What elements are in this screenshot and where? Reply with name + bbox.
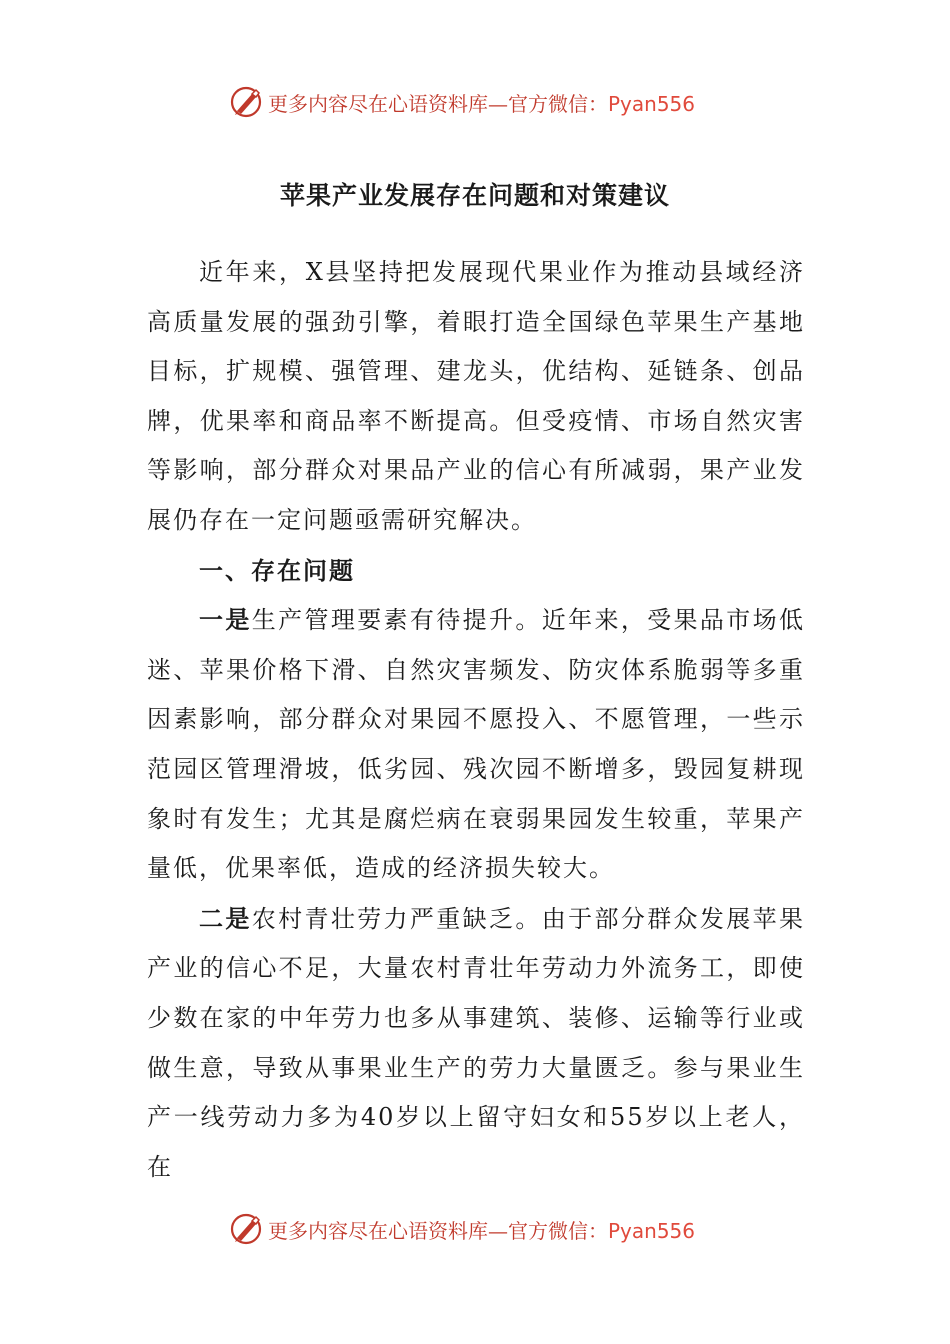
- point-two-text: 农村青壮劳力严重缺乏。由于部分群众发展苹果产业的信心不足，大量农村青壮年劳动力外流务工，即使少数在家的中年劳力也多从事建筑、装修、运输等行业或做生意，导致从事果业生产的劳力大量匮乏。参与果业生产一线劳动力多为40岁以上留守妇女和55岁以上老人，在: [147, 904, 806, 1181]
- pen-nib-circle-icon: [228, 84, 264, 120]
- watermark-banner-bottom: [228, 1209, 695, 1249]
- document-title: 苹果产业发展存在问题和对策建议: [279, 181, 670, 210]
- pen-nib-circle-icon: [228, 1211, 264, 1247]
- point-one-paragraph: [147, 595, 805, 894]
- point-one-text: 生产管理要素有待提升。近年来，受果品市场低迷、苹果价格下滑、自然灾害频发、防灾体系脆弱等多重因素影响，部分群众对果园不愿投入、不愿管理，一些示范园区管理滑坡，低劣园、残次园不断增多，毁园复耕现象时有发生；尤其是腐烂病在衰弱果园发生较重，苹果产量低，优果率低，造成的经济损失较大。: [147, 606, 806, 883]
- watermark-wechat-id: Pyan556: [608, 91, 696, 116]
- watermark-text: 更多内容尽在心语资料库—官方微信：Pyan556: [268, 91, 696, 116]
- document-body: [147, 248, 805, 1192]
- point-two-lead: 二是: [199, 903, 252, 933]
- point-two-paragraph: [147, 894, 805, 1193]
- intro-paragraph: 近年来，X县坚持把发展现代果业作为推动县域经济高质量发展的强劲引擎，着眼打造全国绿色苹果生产基地目标，扩规模、强管理、建龙头，优结构、延链条、创品牌，优果率和商品率不断提高。但受疫情、市场自然灾害等影响，部分群众对果品产业的信心有所减弱，果产业发展仍存在一定问题亟需研究解决。: [147, 258, 805, 534]
- watermark-wechat-id: Pyan556: [608, 1218, 696, 1243]
- watermark-text: 更多内容尽在心语资料库—官方微信：Pyan556: [268, 1218, 696, 1243]
- point-one-lead: 一是: [199, 605, 252, 635]
- watermark-banner-top: [228, 82, 695, 122]
- section-heading: 一、存在问题: [199, 555, 355, 585]
